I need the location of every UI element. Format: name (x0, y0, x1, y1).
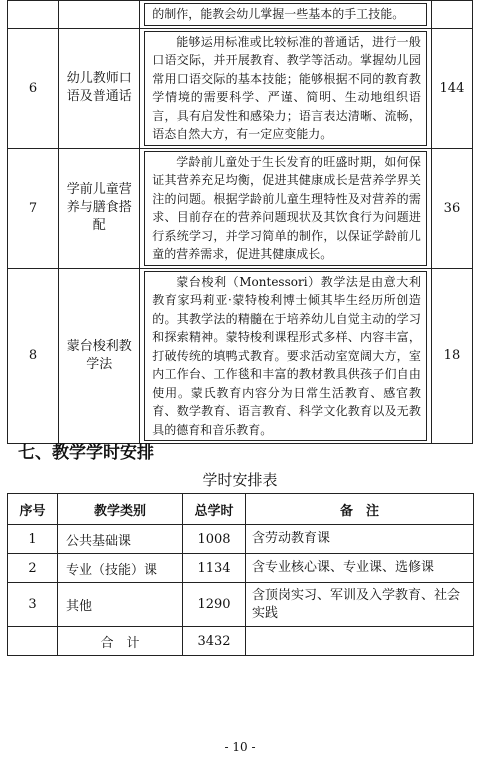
course-number-cell: 8 (8, 268, 59, 444)
table-row (8, 525, 474, 554)
row-number-cell: 1 (8, 525, 58, 554)
section-heading: 七、教学学时安排 (18, 443, 154, 463)
note-cell: 含专业核心课、专业课、选修课 (246, 554, 474, 583)
category-cell: 公共基础课 (58, 525, 183, 554)
table-header-row (8, 494, 474, 525)
column-header-total-hours: 总学时 (183, 494, 246, 525)
course-description-cell (140, 1, 432, 29)
column-header-notes: 备 注 (246, 494, 474, 525)
total-hours-cell: 3432 (183, 627, 246, 656)
course-hours-cell: 36 (431, 148, 472, 268)
course-description-cell (140, 148, 432, 268)
course-hours-cell: 18 (431, 268, 472, 444)
column-header-number: 序号 (8, 494, 58, 525)
row-number-cell: 3 (8, 583, 58, 627)
table-row (8, 148, 473, 268)
empty-cell (246, 627, 474, 656)
table-row (8, 268, 473, 444)
page-number: - 10 - (224, 740, 256, 754)
hours-cell: 1290 (183, 583, 246, 627)
note-cell: 含顶岗实习、军训及入学教育、社会实践 (246, 583, 474, 627)
course-name-cell: 蒙台梭利教学法 (59, 268, 140, 444)
category-cell: 其他 (58, 583, 183, 627)
course-hours-cell: 144 (431, 28, 472, 148)
empty-cell (8, 627, 58, 656)
course-description-table (7, 0, 473, 444)
course-number-cell (8, 1, 59, 29)
table-row (8, 583, 474, 627)
column-header-category: 教学类别 (58, 494, 183, 525)
course-name-cell: 幼儿教师口语及普通话 (59, 28, 140, 148)
total-label-cell: 合 计 (58, 627, 183, 656)
note-cell: 含劳动教育课 (246, 525, 474, 554)
course-description-text: 蒙台梭利（Montessori）教学法是由意大利教育家玛莉亚·蒙特梭利博士倾其毕生经历所创造的。其教学法的精髓在于培养幼儿自觉主动的学习和探索精神。蒙特梭利课程形式多样、内容丰富，打破传统的填鸭式教育。要求活动室宽阔大方，室内工作台、工作毯和丰富的教材教具供孩子们自由使用。蒙氏教育内容分为日常生活教育、感官教育、数学教育、语言教育、科学文化教育以及无教具的德育和音乐教育。 (144, 271, 427, 442)
course-hours-cell (431, 1, 472, 29)
category-cell: 专业（技能）课 (58, 554, 183, 583)
hours-cell: 1134 (183, 554, 246, 583)
course-name-cell (59, 1, 140, 29)
course-name-cell: 学前儿童营养与膳食搭配 (59, 148, 140, 268)
table-row (8, 1, 473, 29)
hours-cell: 1008 (183, 525, 246, 554)
table-caption: 学时安排表 (202, 471, 278, 489)
table-row (8, 554, 474, 583)
course-description-text: 能够运用标准或比较标准的普通话，进行一般口语交际，并开展教育、教学等活动。掌握幼儿园常用口语交际的基本技能；能够根据不同的教育教学情境的需要科学、严谨、简明、生动地组织语言，具有启发性和感染力；语言表达清晰、流畅，语态自然大方，有一定应变能力。 (144, 31, 427, 146)
row-number-cell: 2 (8, 554, 58, 583)
course-description-cell (140, 28, 432, 148)
course-number-cell: 7 (8, 148, 59, 268)
hours-schedule-table (7, 493, 474, 656)
course-description-text: 的制作，能教会幼儿掌握一些基本的手工技能。 (144, 3, 427, 26)
table-total-row (8, 627, 474, 656)
course-description-text: 学龄前儿童处于生长发育的旺盛时期，如何保证其营养充足均衡，促进其健康成长是营养学界关注的问题。根据学龄前儿童生理特性及对营养的需求、目前存在的营养问题现状及其饮食行为问题进行系统学习，并学习简单的制作，以保证学龄前儿童的营养需求，促进其健康成长。 (144, 151, 427, 266)
course-description-cell (140, 268, 432, 444)
table-row (8, 28, 473, 148)
course-number-cell: 6 (8, 28, 59, 148)
